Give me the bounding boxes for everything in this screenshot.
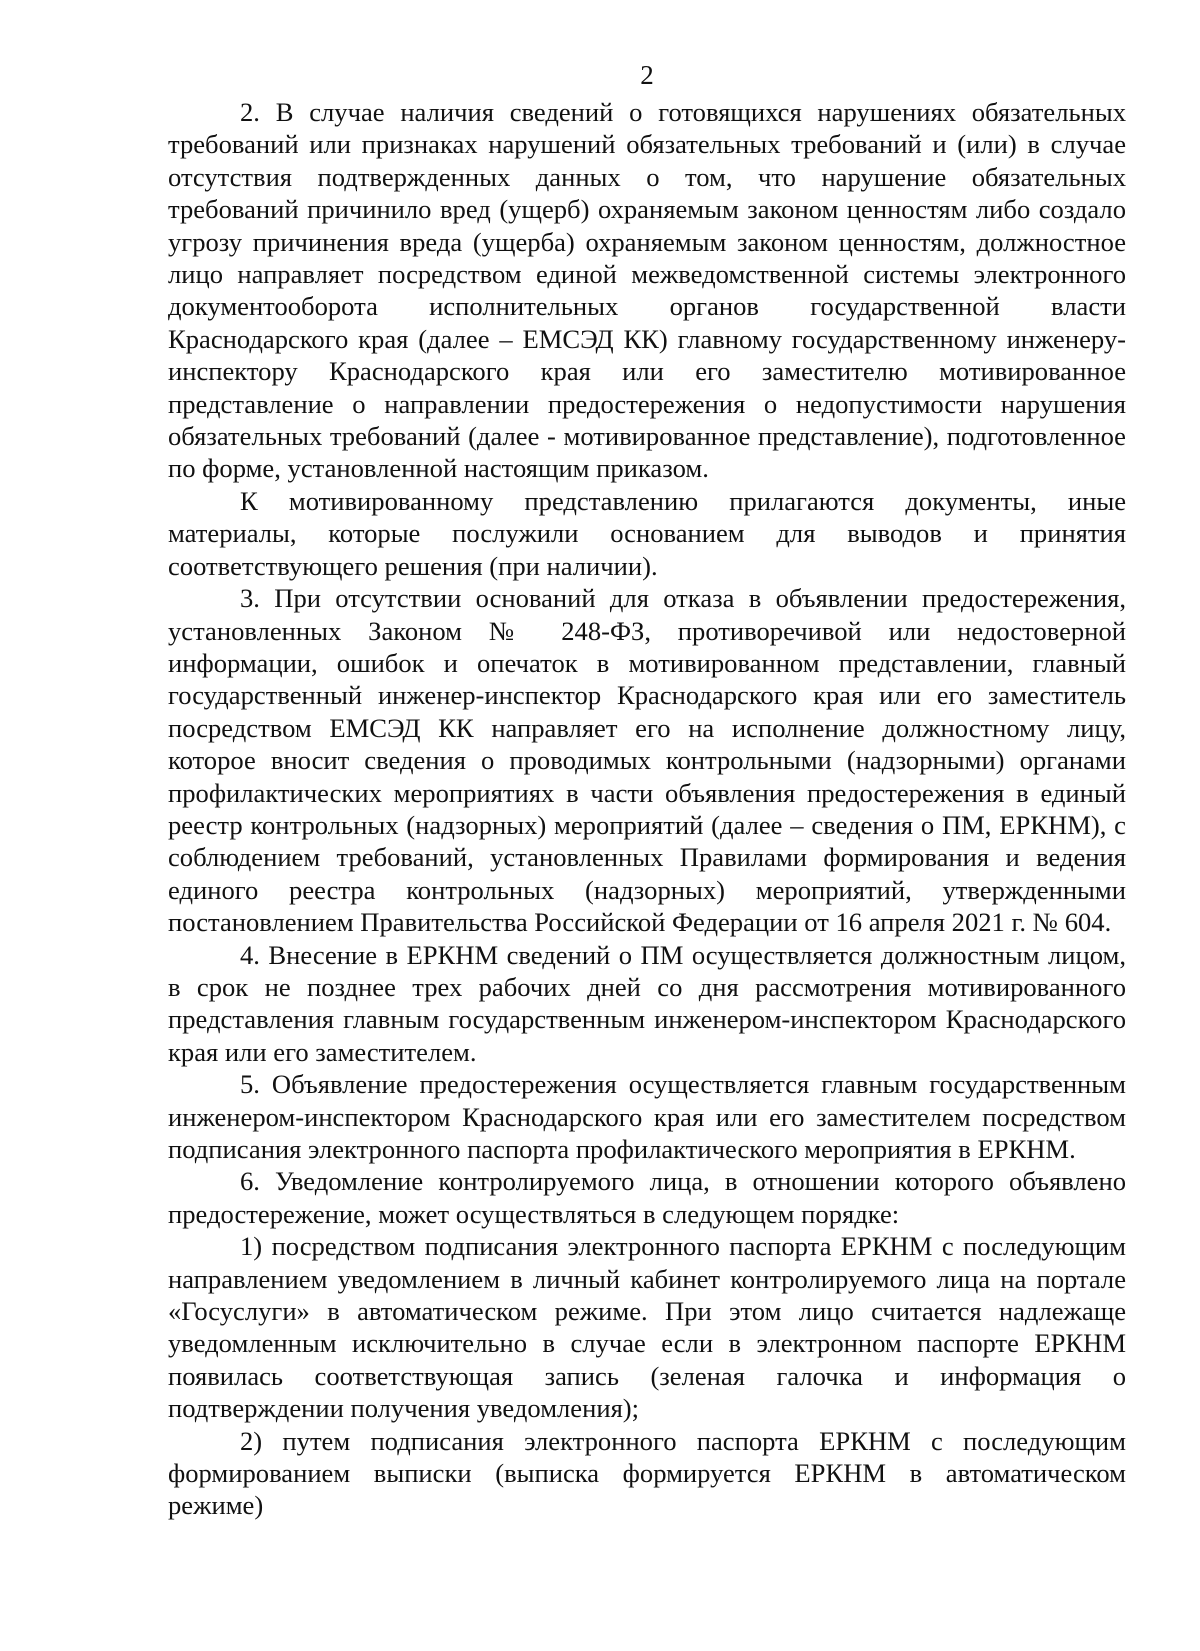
- paragraph-6-item-1: 1) посредством подписания электронного паспорта ЕРКНМ с последующим направлением уведомлением в личный кабинет контролируемого лица на портале «Госуслуги» в автоматическом режиме. При этом лицо считается надлежаще уведомленным исключительно в случае если в электронном паспорте ЕРКНМ появилась соответствующая запись (зеленая галочка и информация о подтверждении получения уведомления);: [168, 1231, 1126, 1424]
- paragraph-3: 3. При отсутствии оснований для отказа в объявлении предостережения, установленных Законом № 248-ФЗ, противоречивой или недостоверной информации, ошибок и опечаток в мотивированном представлении, главный государственный инженер-инспектор Краснодарского края или его заместитель посредством ЕМСЭД КК направляет его на исполнение должностному лицу, которое вносит сведения о проводимых контрольными (надзорными) органами профилактических мероприятиях в части объявления предостережения в единый реестр контрольных (надзорных) мероприятий (далее – сведения о ПМ, ЕРКНМ), с соблюдением требований, установленных Правилами формирования и ведения единого реестра контрольных (надзорных) мероприятий, утвержденными постановлением Правительства Российской Федерации от 16 апреля 2021 г. № 604.: [168, 583, 1126, 938]
- paragraph-6-item-2: 2) путем подписания электронного паспорта ЕРКНМ с последующим формированием выписки (выписка формируется ЕРКНМ в автоматическом режиме): [168, 1425, 1126, 1521]
- page-number: 2: [640, 60, 654, 90]
- document-page: [168, 58, 1126, 1522]
- paragraph-4: 4. Внесение в ЕРКНМ сведений о ПМ осуществляется должностным лицом, в срок не позднее трех рабочих дней со дня рассмотрения мотивированного представления главным государственным инженером-инспектором Краснодарского края или его заместителем.: [168, 939, 1126, 1067]
- paragraph-attachments: К мотивированному представлению прилагаются документы, иные материалы, которые послужили основанием для выводов и принятия соответствующего решения (при наличии).: [168, 485, 1126, 581]
- paragraph-2: 2. В случае наличия сведений о готовящихся нарушениях обязательных требований или признаках нарушений обязательных требований и (или) в случае отсутствия подтвержденных данных о том, что нарушение обязательных требований причинило вред (ущерб) охраняемым законом ценностям либо создало угрозу причинения вреда (ущерба) охраняемым законом ценностям, должностное лицо направляет посредством единой межведомственной системы электронного документооборота исполнительных органов государственной власти Краснодарского края (далее – ЕМСЭД КК) главному государственному инженеру-инспектору Краснодарского края или его заместителю мотивированное представление о направлении предостережения о недопустимости нарушения обязательных требований (далее - мотивированное представление), подготовленное по форме, установленной настоящим приказом.: [168, 97, 1126, 484]
- paragraph-6: 6. Уведомление контролируемого лица, в отношении которого объявлено предостережение, может осуществляться в следующем порядке:: [168, 1166, 1126, 1229]
- paragraph-5: 5. Объявление предостережения осуществляется главным государственным инженером-инспектором Краснодарского края или его заместителем посредством подписания электронного паспорта профилактического мероприятия в ЕРКНМ.: [168, 1069, 1126, 1164]
